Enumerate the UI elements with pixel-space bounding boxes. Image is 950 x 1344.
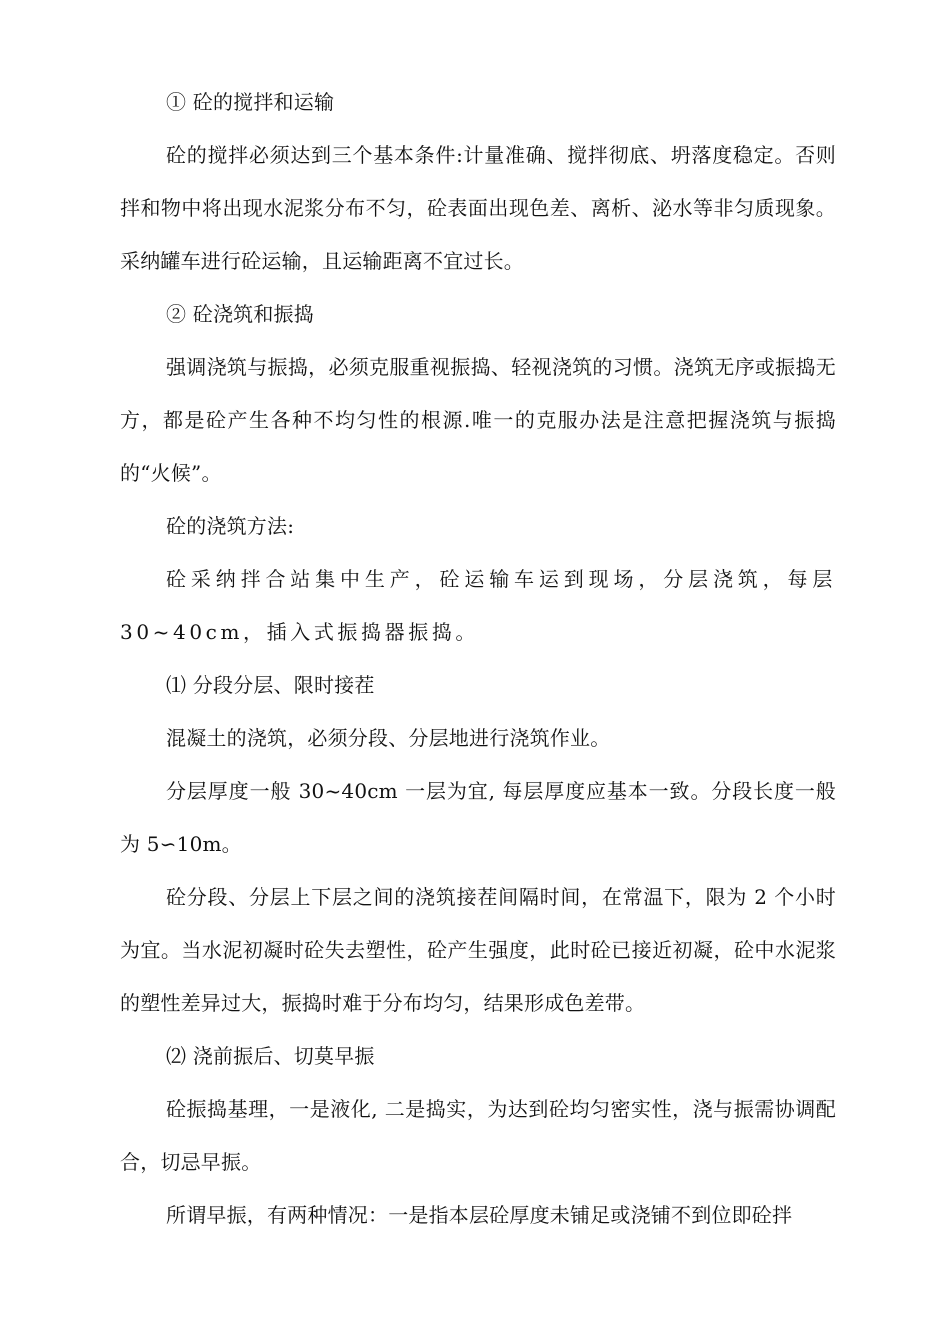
paragraph-joint-interval: 砼分段、分层上下层之间的浇筑接茬间隔时间，在常温下，限为 2 个小时为宜。当水泥初凝时砼失去塑性，砼产生强度，此时砼已接近初凝，砼中水泥浆的塑性差异过大，振捣时难于分布均匀，结果形成色差带。 [120, 885, 836, 1015]
heading-mixing-transport: ① 砼的搅拌和运输 [166, 90, 335, 114]
paragraph-early-vibration: 所谓早振，有两种情况：一是指本层砼厚度未铺足或浇铺不到位即砼拌 [166, 1203, 793, 1227]
document-page [120, 76, 836, 1242]
paragraph-pouring-emphasis: 强调浇筑与振捣，必须克服重视振捣、轻视浇筑的习惯。浇筑无序或振捣无方，都是砼产生各种不均匀性的根源.唯一的克服办法是注意把握浇筑与振捣的“火候”。 [120, 355, 836, 485]
heading-section-layering: ⑴ 分段分层、限时接茬 [166, 673, 375, 697]
paragraph-pouring-method: 砼采纳拌合站集中生产，砼运输车运到现场，分层浇筑，每层30~40cm，插入式振捣器振捣。 [120, 567, 836, 644]
paragraph-vibration-principle: 砼振捣基理，一是液化, 二是捣实，为达到砼均匀密实性，浇与振需协调配合，切忌早振。 [120, 1097, 836, 1174]
heading-pouring-vibrating: ② 砼浇筑和振捣 [166, 302, 314, 326]
paragraph-mixing-conditions: 砼的搅拌必须达到三个基本条件:计量准确、搅拌彻底、坍落度稳定。否则拌和物中将出现水泥浆分布不匀，砼表面出现色差、离析、泌水等非匀质现象。采纳罐车进行砼运输，且运输距离不宜过长。 [120, 143, 836, 273]
heading-pour-then-vibrate: ⑵ 浇前振后、切莫早振 [166, 1044, 375, 1068]
paragraph-layer-thickness: 分层厚度一般 30~40cm 一层为宜, 每层厚度应基本一致。分段长度一般为 5∽10m。 [120, 779, 836, 856]
paragraph-layered-pouring: 混凝土的浇筑，必须分段、分层地进行浇筑作业。 [166, 726, 611, 750]
heading-pouring-method: 砼的浇筑方法: [166, 514, 295, 538]
